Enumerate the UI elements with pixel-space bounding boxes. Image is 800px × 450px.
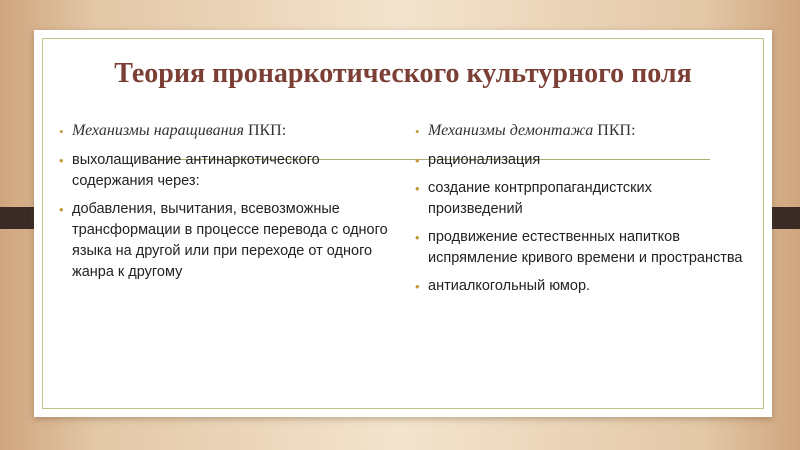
list-item-text: продвижение естественных напитков испрямление кривого времени и пространства — [428, 229, 743, 266]
list-item — [415, 178, 745, 220]
list-item-text: добавления, вычитания, всевозможные трансформации в процессе перевода с одного языка на другой или при переходе от одного жанра к другому — [72, 201, 388, 280]
bullet-icon: • — [59, 153, 64, 168]
list-item-text: антиалкогольный юмор. — [428, 278, 591, 294]
right-header-rest: ПКП: — [593, 122, 636, 139]
list-item-text: рационализация — [428, 152, 541, 168]
right-column — [415, 120, 745, 304]
list-item — [59, 199, 389, 283]
list-item — [415, 150, 745, 171]
list-item — [59, 150, 389, 192]
bullet-icon: • — [59, 202, 64, 217]
bullet-icon: • — [59, 124, 64, 139]
bullet-icon: • — [415, 181, 420, 196]
bullet-icon: • — [415, 124, 420, 139]
left-column-header — [59, 120, 389, 141]
bullet-icon: • — [415, 153, 420, 168]
slide — [34, 30, 772, 417]
left-accent-bar — [0, 207, 34, 229]
list-item — [415, 276, 745, 297]
left-column — [59, 120, 389, 290]
right-header-italic: Механизмы демонтажа — [428, 122, 594, 139]
left-header-rest: ПКП: — [243, 122, 287, 139]
bullet-icon: • — [415, 230, 420, 245]
list-item-text: выхолащивание антинаркотического содержания через: — [72, 152, 320, 189]
list-item — [415, 227, 745, 269]
right-column-header — [415, 120, 745, 141]
bullet-icon: • — [415, 279, 420, 294]
left-header-italic: Механизмы наращивания — [72, 122, 244, 139]
slide-title: Теория пронаркотического культурного поля — [114, 58, 692, 89]
list-item-text: создание контрпропагандистских произведений — [428, 180, 652, 217]
